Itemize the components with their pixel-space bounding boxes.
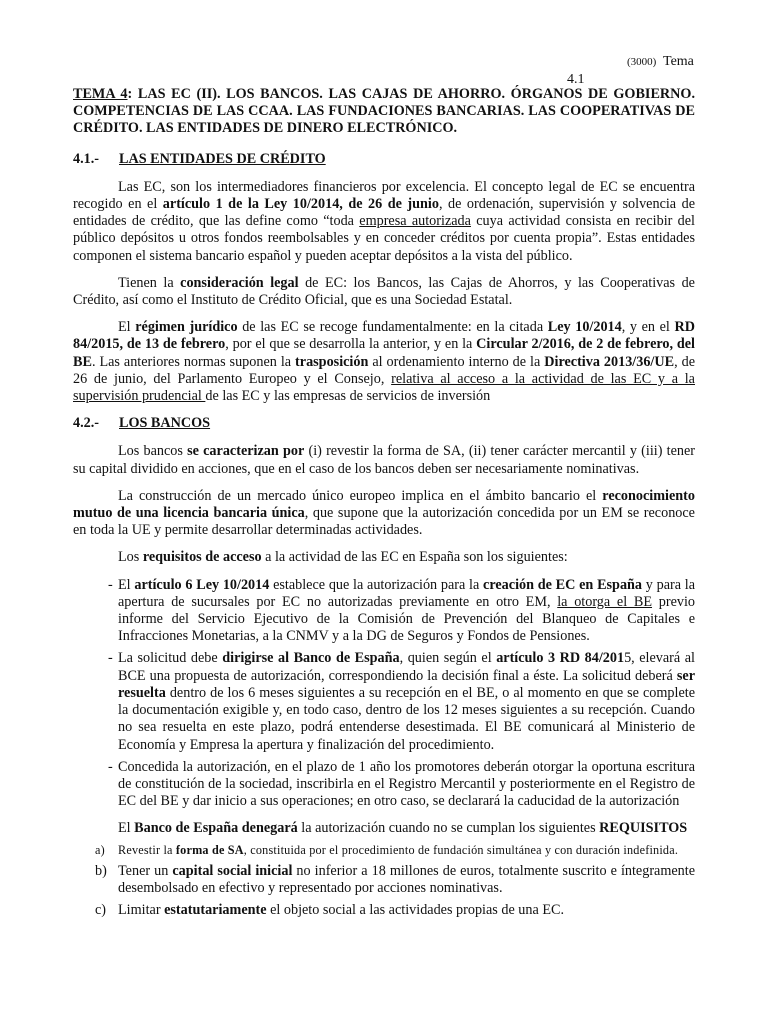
bold-text: capital social inicial [172, 862, 293, 879]
bold-text: requisitos de acceso [142, 549, 262, 566]
title-tema-label: TEMA 4 [73, 86, 128, 102]
bold-text: régimen jurídico [135, 319, 238, 336]
requirements-dash-list [108, 577, 695, 811]
bold-text: artículo 3 RD 84/201 [496, 650, 625, 667]
text-run: La construcción de un mercado único europeo implica en el ámbito bancario el [118, 487, 603, 504]
text-run: El [118, 319, 136, 336]
text-run: , y en el [621, 319, 675, 336]
dash-bullet: - [108, 650, 113, 667]
paragraph [73, 275, 695, 309]
list-item [108, 759, 695, 811]
list-item [108, 650, 695, 753]
text-run: de las EC y las empresas de servicios de inversión [205, 388, 491, 405]
text-run: establece que la autorización para la [269, 576, 484, 593]
list-item [108, 577, 695, 646]
bold-text: reconocimiento mutuo de una licencia bancaria única [73, 487, 695, 522]
text-run: , constituida por el procedimiento de fundación simultánea y con duración indefinida. [243, 842, 679, 857]
list-label: a) [95, 842, 105, 857]
text-run: Concedida la autorización, en el plazo de 1 año los promotores deberán otorgar la oportuna escritura de constitución de la sociedad, inscribirla en el Registro Mercantil y posteriormente en el Registro de EC del BE y dar inicio a sus operaciones; en otro caso, se declarará la caducidad de la autorización [118, 758, 695, 810]
section-number: 4.2.- [73, 415, 100, 432]
text-run: El [118, 576, 135, 593]
list-label: b) [95, 862, 107, 879]
bold-text: Directiva 2013/36/UE [544, 353, 675, 370]
bold-text: artículo 1 de la Ley 10/2014, de 26 de junio [162, 196, 439, 213]
section-heading-4-2 [73, 415, 695, 432]
text-run: La solicitud debe [118, 650, 223, 667]
text-run: Las EC, son los intermediadores financieros por excelencia. El concepto legal de EC se encuentra recogido en el [73, 178, 695, 213]
text-run: y para la apertura de sucursales por EC no autorizadas previamente en otro EM, [118, 576, 696, 610]
bold-text: creación de EC en España [483, 576, 643, 593]
text-run: . Las anteriores normas suponen la [91, 353, 296, 370]
header-code: (3000) [627, 56, 657, 68]
dash-bullet: - [108, 576, 113, 593]
text-run: Limitar [118, 901, 165, 918]
title-text: : LAS EC (II). LOS BANCOS. LAS CAJAS DE AHORRO. ÓRGANOS DE GOBIERNO. COMPETENCIAS DE LAS CCAA. LAS FUNDACIONES BANCARIAS. LAS COOPERATIVAS DE CRÉDITO. LAS ENTIDADES DE DINERO ELECTRÓNICO. [73, 86, 695, 137]
text-run: la autorización cuando no se cumplan los siguientes [297, 820, 600, 837]
bold-text: Banco de España denegará [134, 820, 298, 837]
text-run: dentro de los 6 meses siguientes a su recepción en el BE, o al momento en que se complete la documentación exigible y, en todo caso, dentro de los 12 meses siguientes a su recepción. Cuando no sea resuelta en este plazo, podrá entenderse desestimada. El BE comunicará al Ministerio de Economía y Empresa la apertura y finalización del procedimiento. [118, 684, 695, 753]
bold-text: forma de SA [175, 842, 244, 857]
bold-text: estatutariamente [164, 901, 267, 918]
document-body [73, 86, 695, 924]
paragraph [73, 443, 695, 477]
text-run: previo informe del Servicio Ejecutivo de la Comisión de Prevención del Blanqueo de Capitales e Infracciones Monetarias, a la CNMV y a la DG de Seguros y Fondos de Pensiones. [118, 593, 695, 645]
text-run: Los bancos [118, 443, 188, 460]
underlined-text: la otorga el BE [557, 593, 653, 610]
section-title: LAS ENTIDADES DE CRÉDITO [119, 150, 326, 167]
text-run: Revestir la [118, 842, 176, 857]
text-run: , de ordenación, supervisión y solvencia de entidades de crédito, que las define como “toda [73, 196, 695, 230]
paragraph [73, 319, 695, 405]
text-run: (i) revestir la forma de SA, (ii) tener carácter mercantil y (iii) tener su capital dividido en acciones, que en el caso de los bancos deben ser necesariamente nominativas. [73, 443, 695, 477]
underlined-text: relativa al acceso a la actividad de las EC y a la supervisión prudencial [73, 370, 695, 405]
bold-text: REQUISITOS [599, 820, 688, 837]
list-item [73, 842, 695, 858]
section-title: LOS BANCOS [119, 415, 211, 432]
text-run: , por el que se desarrolla la anterior, y en la [225, 336, 477, 353]
text-run: cuya actividad consista en recibir del público depósitos u otros fondos reembolsables y en conceder créditos por cuenta propia”. Estas entidades componen el sistema bancario español y pueden aceptar depósitos a la vista del público. [73, 213, 695, 264]
page-header [0, 54, 768, 90]
text-run: de las EC se recoge fundamentalmente: en la citada [237, 319, 548, 336]
bold-text: ser resuelta [118, 667, 695, 701]
text-run: de EC: los Bancos, las Cajas de Ahorros, y las Cooperativas de Crédito, así como el Instituto de Crédito Oficial, que es una Sociedad Estatal. [73, 274, 695, 309]
header-tema-word: Tema [663, 54, 694, 69]
bold-text: trasposición [295, 353, 369, 370]
underlined-text: empresa autorizada [359, 213, 471, 230]
text-run: 5, elevará al BCE una propuesta de autorización, correspondiendo la decisión final a éste. La solicitud deberá [118, 650, 695, 684]
paragraph [73, 488, 695, 540]
bold-text: RD 84/2015, de 13 de febrero [73, 319, 696, 353]
bold-text: dirigirse al Banco de España [222, 650, 400, 667]
list-item [73, 863, 695, 897]
text-run: Los [118, 549, 143, 566]
text-run: a la actividad de las EC en España son los siguientes: [261, 549, 568, 566]
bold-text: consideración legal [180, 274, 299, 291]
text-run: Tener un [118, 862, 173, 879]
section-heading-4-1 [73, 151, 695, 168]
section-number: 4.1.- [73, 150, 100, 167]
list-label: c) [95, 901, 107, 918]
paragraph [73, 820, 695, 837]
text-run: Tienen la [118, 274, 181, 291]
bold-text: se caracterizan por [187, 443, 305, 460]
header-tema-number: 4.1 [567, 72, 585, 87]
text-run: , que supone que la autorización concedida por un EM se reconoce en toda la UE y permite desarrollar determinadas actividades. [73, 505, 695, 539]
text-run: el objeto social a las actividades propias de una EC. [266, 901, 564, 918]
bold-text: Ley 10/2014 [547, 319, 622, 336]
document-title [73, 86, 695, 138]
text-run: , de 26 de junio, del Parlamento Europeo y el Consejo, [73, 353, 695, 387]
text-run: no inferior a 18 millones de euros, totalmente suscrito e íntegramente desembolsado en efectivo y representado por acciones nominativas. [118, 862, 695, 896]
requirements-alpha-list [73, 842, 695, 920]
text-run: El [118, 820, 135, 837]
bold-text: Circular 2/2016, de 2 de febrero, del BE [73, 336, 695, 370]
paragraph [73, 549, 695, 566]
dash-bullet: - [108, 758, 113, 775]
list-item [73, 902, 695, 919]
text-run: al ordenamiento interno de la [368, 353, 545, 370]
bold-text: artículo 6 Ley 10/2014 [134, 576, 270, 593]
text-run: , quien según el [399, 650, 497, 667]
paragraph [73, 179, 695, 265]
